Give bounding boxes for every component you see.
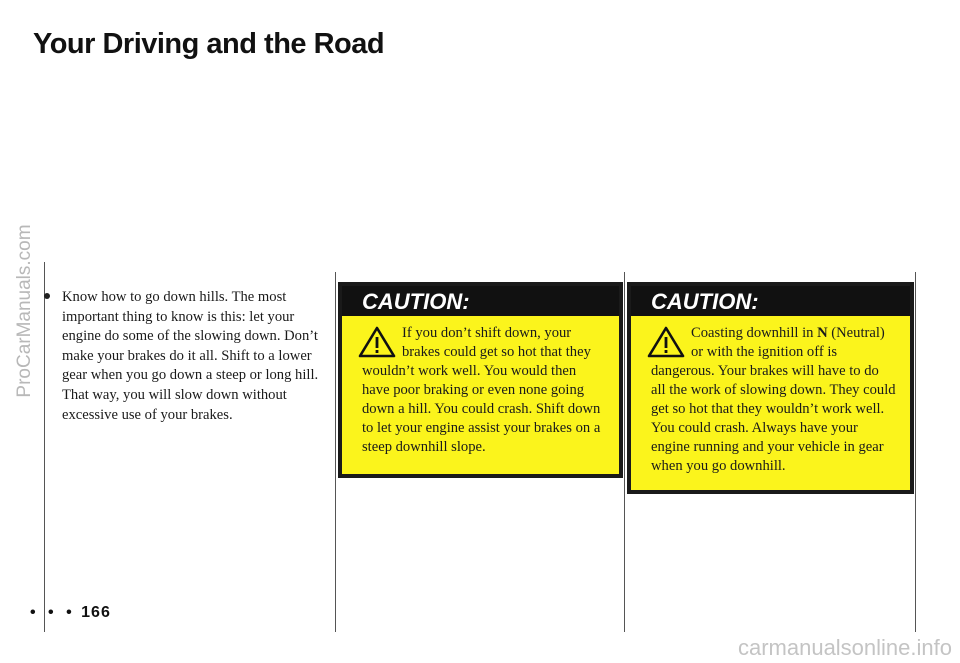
warning-triangle-icon xyxy=(358,326,396,358)
page-dots: • • • xyxy=(30,604,76,621)
caution-text-start: Coasting downhill in xyxy=(691,325,818,341)
column-rule-left xyxy=(44,262,45,632)
caution-heading: CAUTION: xyxy=(631,286,910,316)
column-rule-middle-left xyxy=(335,272,336,632)
bottom-watermark: carmanualsonline.info xyxy=(737,635,952,660)
column-rule-middle-right xyxy=(624,272,625,632)
caution-body xyxy=(631,316,910,484)
warning-triangle-icon xyxy=(647,326,685,358)
bullet-dot xyxy=(44,293,50,299)
bullet-text: Know how to go down hills. The most important thing to know is this: let your engine do some of the slowing down. Don’t make your brakes do it all. Shift to a lower gear when you go down a steep or long hill. That way, you will slow down without excessive use of your brakes. xyxy=(62,289,319,423)
neutral-gear-letter: N xyxy=(817,325,828,341)
side-watermark: ProCarManuals.com xyxy=(14,224,35,398)
caution-heading: CAUTION: xyxy=(342,286,619,316)
caution-text-rest: (Neutral) or with the ignition off is dangerous. Your brakes will have to do all the work of slowing down. They could get so hot that they wouldn’t work well. You could crash. Always have your engine running and your vehicle in gear when you go downhill. xyxy=(651,325,896,474)
page-number: 166 xyxy=(81,604,111,621)
page-number-block xyxy=(30,604,111,622)
caution-text: If you don’t shift down, your brakes could get so hot that they wouldn’t work well. You would then have poor braking or even none going down a hill. You could crash. Shift down to let your engine assist your brakes on a steep downhill slope. xyxy=(362,325,601,455)
page-title: Your Driving and the Road xyxy=(33,28,385,60)
column-rule-right xyxy=(915,272,916,632)
caution-box-1 xyxy=(338,282,623,478)
caution-box-2 xyxy=(627,282,914,494)
caution-body xyxy=(342,316,619,465)
bullet-item xyxy=(52,288,332,425)
